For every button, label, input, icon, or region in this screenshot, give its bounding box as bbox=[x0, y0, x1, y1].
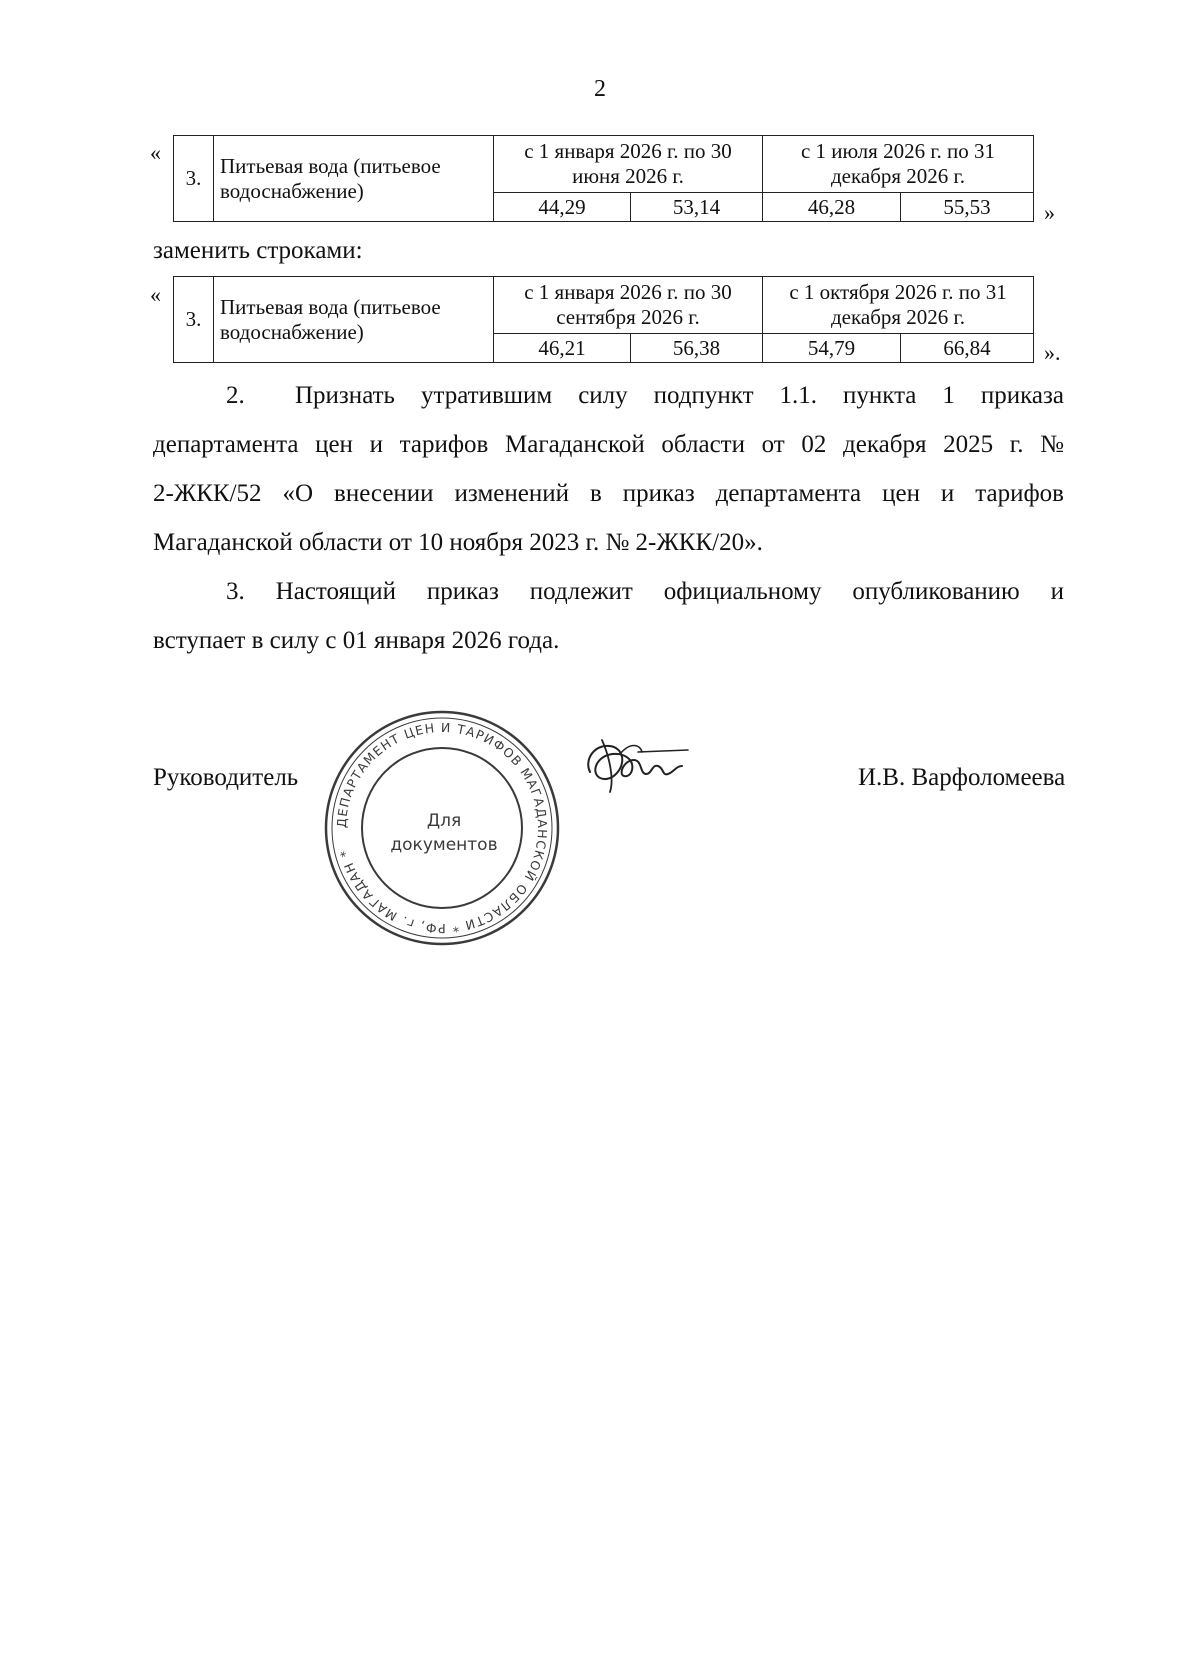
period-2: с 1 июля 2026 г. по 31 декабря 2026 г. bbox=[763, 136, 1034, 193]
tariff-value: 46,28 bbox=[763, 193, 901, 222]
signatory-name: И.В. Варфоломеева bbox=[858, 764, 1066, 791]
close-quote: ». bbox=[1044, 340, 1061, 365]
official-stamp bbox=[322, 708, 562, 948]
paragraph-2-line-2: департамента цен и тарифов Магаданской области от 02 декабря 2025 г. № bbox=[153, 431, 1064, 458]
tariff-value: 55,53 bbox=[901, 193, 1034, 222]
signatory-position: Руководитель bbox=[153, 764, 299, 791]
page-number: 2 bbox=[594, 76, 606, 102]
period-1: с 1 января 2026 г. по 30 июня 2026 г. bbox=[494, 136, 763, 193]
stamp-outer-text: ДЕПАРТАМЕНТ ЦЕН И ТАРИФОВ МАГАДАНСКОЙ ОБЛАСТИ * РФ, г. МАГАДАН * bbox=[333, 719, 551, 937]
paragraph-2-text: Признать утратившим силу подпункт 1.1. пункта 1 приказа bbox=[295, 382, 1064, 409]
paragraph-3-line-1: 3. Настоящий приказ подлежит официальному опубликованию и bbox=[226, 578, 1064, 605]
open-quote: « bbox=[150, 140, 161, 165]
period-1: с 1 января 2026 г. по 30 сентября 2026 г. bbox=[494, 277, 763, 334]
paragraph-2-number: 2. bbox=[226, 382, 245, 409]
stamp-center-line-1: Для bbox=[426, 811, 462, 831]
tariff-value: 54,79 bbox=[763, 334, 901, 363]
row-number: 3. bbox=[174, 277, 214, 363]
tariff-value: 56,38 bbox=[631, 334, 763, 363]
paragraph-2-line-3: 2-ЖКК/52 «О внесении изменений в приказ департамента цен и тарифов bbox=[153, 480, 1064, 507]
close-quote: » bbox=[1044, 200, 1055, 225]
open-quote: « bbox=[150, 282, 161, 307]
service-name: Питьевая вода (питьевое водоснабжение) bbox=[214, 277, 494, 363]
tariff-value: 46,21 bbox=[494, 334, 631, 363]
paragraph-3-line-2: вступает в силу с 01 января 2026 года. bbox=[153, 627, 560, 654]
paragraph-2-line-4: Магаданской области от 10 ноября 2023 г. № 2-ЖКК/20». bbox=[153, 529, 763, 556]
new-tariff-table bbox=[173, 276, 1034, 363]
replace-text: заменить строками: bbox=[153, 237, 363, 264]
service-name: Питьевая вода (питьевое водоснабжение) bbox=[214, 136, 494, 222]
tariff-value: 44,29 bbox=[494, 193, 631, 222]
tariff-value: 53,14 bbox=[631, 193, 763, 222]
stamp-center-line-2: документов bbox=[390, 835, 498, 855]
handwritten-signature bbox=[580, 730, 690, 800]
row-number: 3. bbox=[174, 136, 214, 222]
period-2: с 1 октября 2026 г. по 31 декабря 2026 г. bbox=[763, 277, 1034, 334]
tariff-value: 66,84 bbox=[901, 334, 1034, 363]
old-tariff-table bbox=[173, 135, 1034, 222]
